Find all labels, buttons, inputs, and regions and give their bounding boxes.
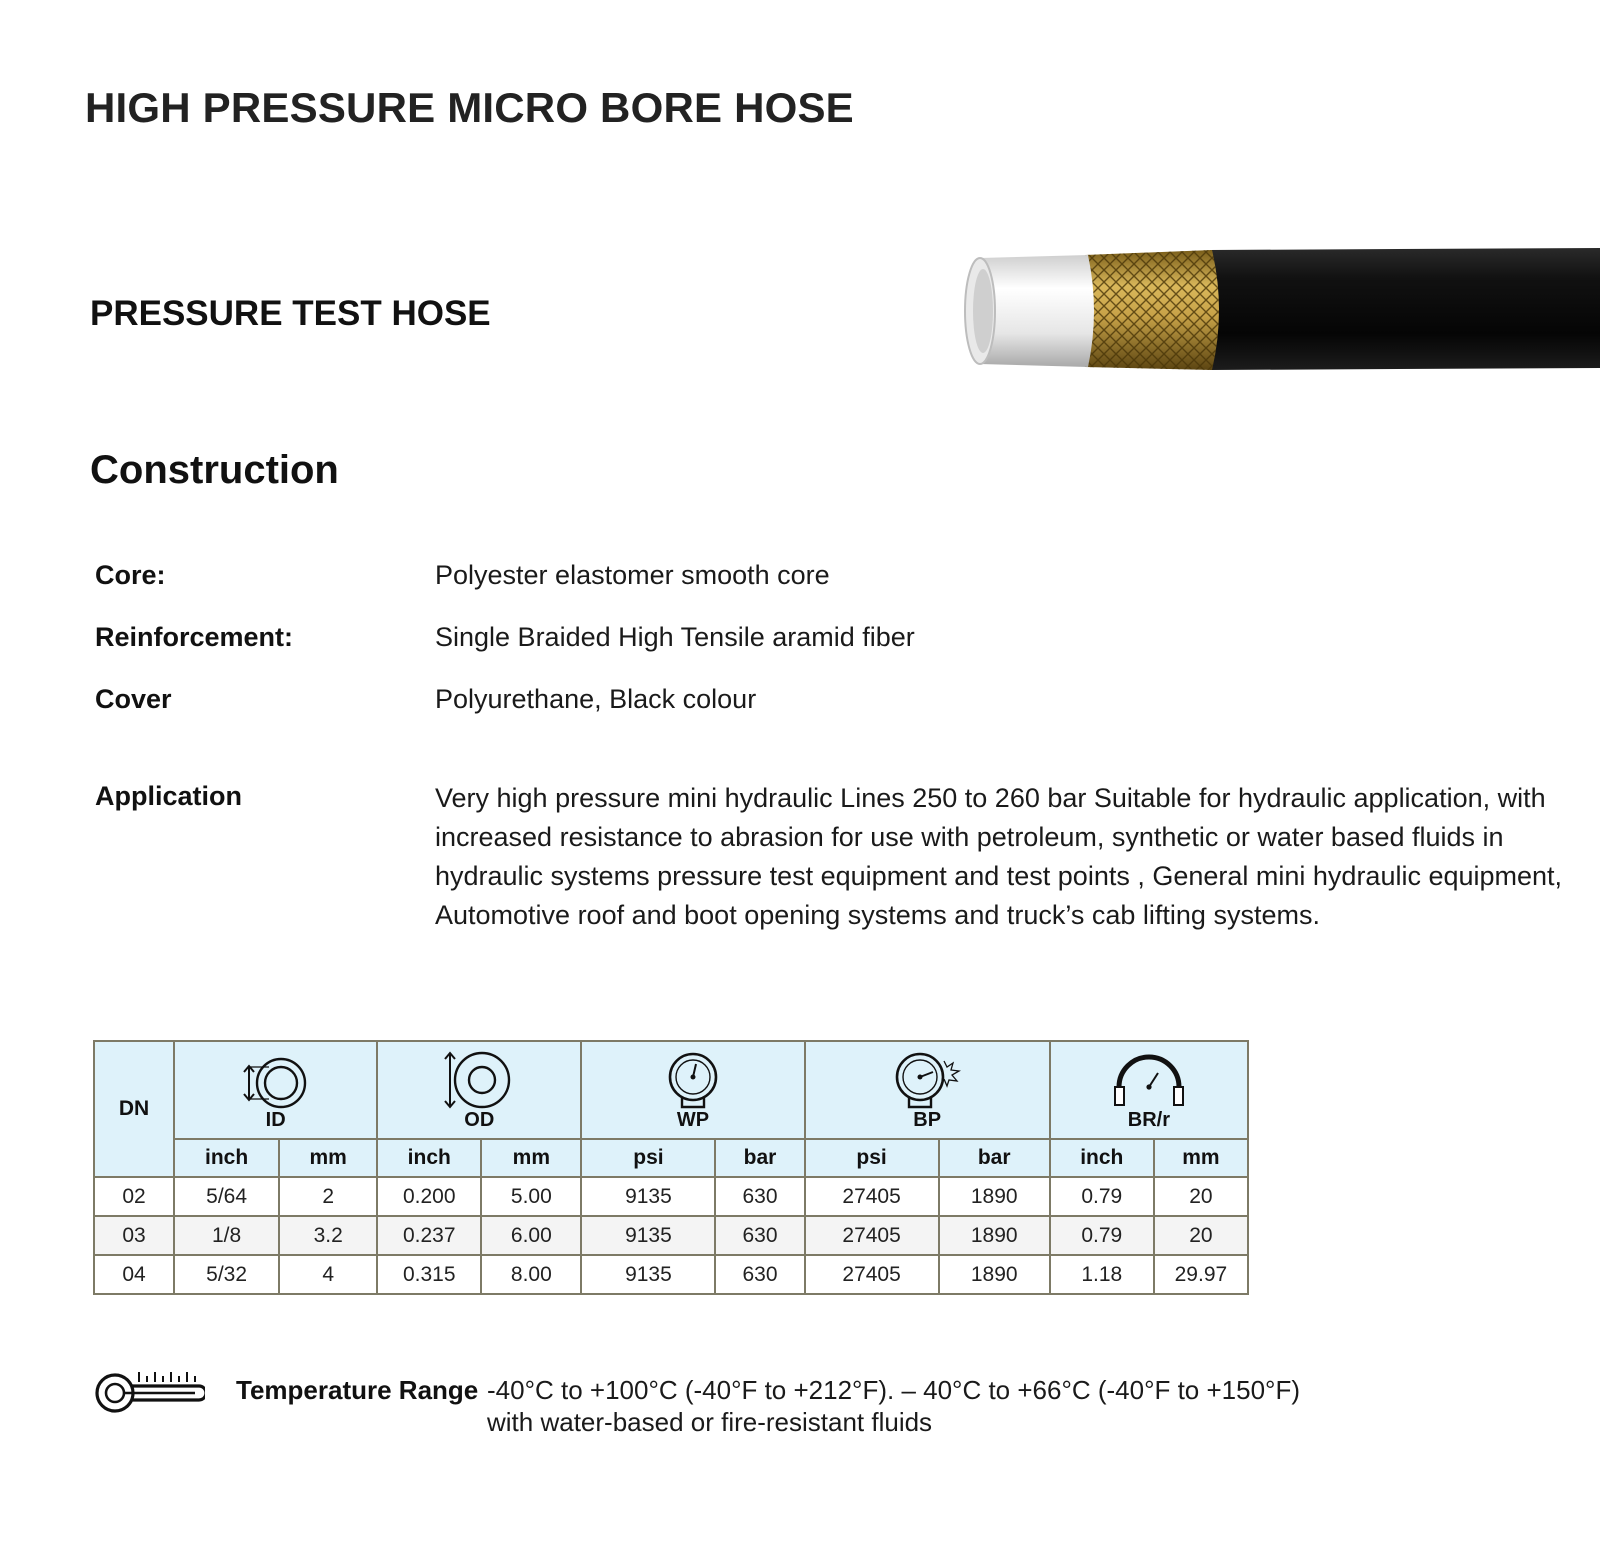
cell-od-inch: 0.237 [377, 1216, 481, 1255]
od-header-label: OD [464, 1109, 495, 1131]
bp-header-label: BP [913, 1109, 942, 1131]
reinforcement-label: Reinforcement: [95, 622, 294, 652]
unit-br-mm: mm [1154, 1139, 1248, 1177]
reinforcement-value: Single Braided High Tensile aramid fiber [435, 622, 915, 652]
id-header [174, 1041, 377, 1139]
table-row [94, 1216, 1248, 1255]
cell-br-mm: 20 [1154, 1216, 1248, 1255]
cell-wp-bar: 630 [715, 1177, 804, 1216]
cell-br-inch: 1.18 [1050, 1255, 1154, 1294]
specifications-table [93, 1040, 1249, 1295]
thermometer-icon [95, 1367, 205, 1415]
cell-br-mm: 20 [1154, 1177, 1248, 1216]
unit-id-inch: inch [174, 1139, 279, 1177]
cell-bp-bar: 1890 [939, 1255, 1050, 1294]
bend-radius-icon [1111, 1051, 1187, 1109]
cell-id-inch: 1/8 [174, 1216, 279, 1255]
cell-br-inch: 0.79 [1050, 1177, 1154, 1216]
working-pressure-gauge-icon [665, 1051, 721, 1109]
cover-value: Polyurethane, Black colour [435, 684, 757, 714]
cell-dn: 02 [94, 1177, 174, 1216]
cell-br-mm: 29.97 [1154, 1255, 1248, 1294]
outer-diameter-icon [444, 1051, 514, 1109]
cell-id-mm: 4 [279, 1255, 377, 1294]
unit-od-mm: mm [481, 1139, 581, 1177]
application-label: Application [95, 781, 242, 811]
od-header [377, 1041, 581, 1139]
bend-radius-header [1050, 1041, 1248, 1139]
cell-od-mm: 5.00 [481, 1177, 581, 1216]
cell-od-inch: 0.200 [377, 1177, 481, 1216]
cell-br-inch: 0.79 [1050, 1216, 1154, 1255]
cell-dn: 03 [94, 1216, 174, 1255]
hose-cutaway-image [960, 240, 1600, 390]
unit-od-inch: inch [377, 1139, 481, 1177]
cell-id-mm: 3.2 [279, 1216, 377, 1255]
unit-bp-bar: bar [939, 1139, 1050, 1177]
cell-bp-bar: 1890 [939, 1177, 1050, 1216]
unit-br-inch: inch [1050, 1139, 1154, 1177]
bend-radius-header-label: BR/r [1127, 1109, 1170, 1131]
id-header-label: ID [265, 1109, 286, 1131]
unit-bp-psi: psi [805, 1139, 939, 1177]
table-row [94, 1177, 1248, 1216]
cell-bp-bar: 1890 [939, 1216, 1050, 1255]
cell-wp-psi: 9135 [581, 1255, 715, 1294]
table-row [94, 1255, 1248, 1294]
cell-od-mm: 6.00 [481, 1216, 581, 1255]
product-subtitle: PRESSURE TEST HOSE [90, 294, 491, 333]
page-title: HIGH PRESSURE MICRO BORE HOSE [85, 84, 854, 131]
wp-header [581, 1041, 804, 1139]
cell-id-inch: 5/32 [174, 1255, 279, 1294]
cell-od-inch: 0.315 [377, 1255, 481, 1294]
temperature-label: Temperature Range [236, 1375, 479, 1405]
cell-wp-psi: 9135 [581, 1177, 715, 1216]
cell-bp-psi: 27405 [805, 1216, 939, 1255]
bp-header [805, 1041, 1050, 1139]
cell-id-inch: 5/64 [174, 1177, 279, 1216]
cell-od-mm: 8.00 [481, 1255, 581, 1294]
cell-bp-psi: 27405 [805, 1255, 939, 1294]
core-label: Core: [95, 560, 166, 590]
unit-id-mm: mm [279, 1139, 377, 1177]
cover-label: Cover [95, 684, 172, 714]
cell-id-mm: 2 [279, 1177, 377, 1216]
cell-wp-psi: 9135 [581, 1216, 715, 1255]
temperature-range-text: -40°C to +100°C (-40°F to +212°F). – 40°C to +66°C (-40°F to +150°F) [487, 1375, 1300, 1405]
application-text: Very high pressure mini hydraulic Lines 250 to 260 bar Suitable for hydraulic application, with increased resistance to abrasion for use with petroleum, synthetic or water based fluids in hydraulic systems pressure test equipment and test points , General mini hydraulic equipment, Automotive roof and boot opening systems and truck’s cab lifting systems. [435, 783, 1563, 930]
unit-wp-bar: bar [715, 1139, 804, 1177]
unit-wp-psi: psi [581, 1139, 715, 1177]
cell-dn: 04 [94, 1255, 174, 1294]
core-value: Polyester elastomer smooth core [435, 560, 830, 590]
cell-bp-psi: 27405 [805, 1177, 939, 1216]
dn-header: DN [94, 1041, 174, 1177]
cell-wp-bar: 630 [715, 1216, 804, 1255]
burst-pressure-gauge-icon [892, 1051, 962, 1109]
cell-wp-bar: 630 [715, 1255, 804, 1294]
wp-header-label: WP [676, 1109, 710, 1131]
construction-heading: Construction [90, 448, 339, 492]
temperature-note-text: with water-based or fire-resistant fluids [487, 1407, 933, 1437]
inner-diameter-icon [241, 1057, 311, 1109]
